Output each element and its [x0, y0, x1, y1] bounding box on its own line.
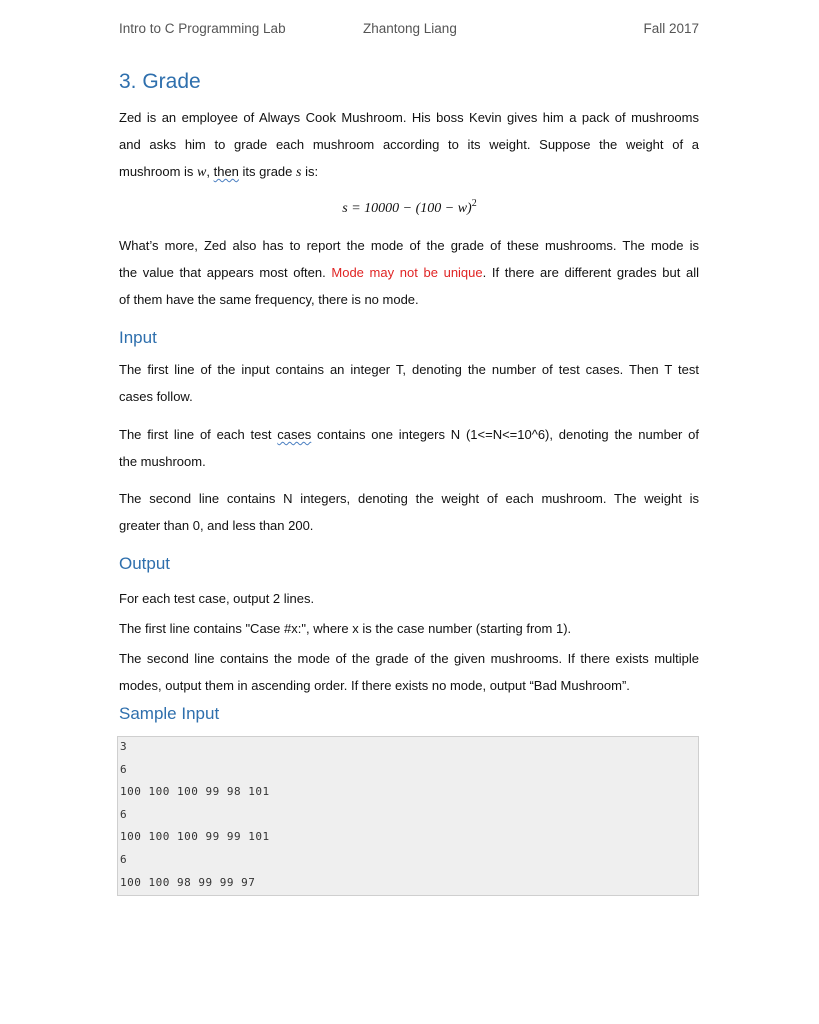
- input-p3-line-2: greater than 0, and less than 200.: [119, 518, 314, 533]
- output-paragraph-1: [119, 585, 699, 612]
- input-paragraph-3: [119, 485, 699, 539]
- spellcheck-word: then: [213, 164, 239, 179]
- intro-text: is:: [301, 164, 319, 179]
- intro-text: its grade: [238, 164, 297, 179]
- input-text: The first line of each test: [119, 427, 278, 442]
- sample-input-heading: Sample Input: [119, 704, 220, 723]
- header-author: Zhantong Liang: [363, 21, 457, 36]
- input-paragraph-1: [119, 356, 699, 410]
- input-p2-line-1: [119, 421, 699, 448]
- formula-body: s = 10000 − (100 − w): [342, 201, 472, 216]
- code-line: 6: [120, 763, 128, 776]
- code-line: 100 100 98 99 99 97: [120, 876, 256, 889]
- input-heading: Input: [119, 328, 157, 347]
- section-title: 3. Grade: [119, 70, 201, 93]
- output-paragraph-3: [119, 645, 699, 699]
- sample-input-codebox: [117, 736, 699, 896]
- output-p1-line: For each test case, output 2 lines.: [119, 591, 315, 606]
- page-header: [119, 21, 699, 39]
- mode-line-2: [119, 259, 699, 286]
- intro-line-2: and asks him to grade each mushroom according to its weight. Suppose the weight of a: [119, 137, 699, 152]
- output-p3-line-1: The second line contains the mode of the grade of the given mushrooms. If there exists multiple: [119, 651, 699, 666]
- input-p2-line-2: the mushroom.: [119, 454, 206, 469]
- output-heading: Output: [119, 554, 171, 573]
- code-line: 100 100 100 99 99 101: [120, 830, 270, 843]
- grade-formula: [0, 198, 819, 217]
- intro-paragraph: [119, 104, 699, 185]
- code-line: 100 100 100 99 98 101: [120, 785, 270, 798]
- output-p2-line: The first line contains "Case #x:", where x is the case number (starting from 1).: [119, 621, 572, 636]
- intro-line-1: Zed is an employee of Always Cook Mushroom. His boss Kevin gives him a pack of mushrooms: [119, 110, 699, 125]
- code-line: 6: [120, 808, 128, 821]
- code-line: 3: [120, 740, 128, 753]
- header-term: Fall 2017: [643, 21, 699, 36]
- output-paragraph-2: [119, 615, 699, 642]
- intro-line-3: [119, 158, 699, 185]
- mode-text: . If there are different grades but all: [482, 265, 699, 280]
- code-line: 6: [120, 853, 128, 866]
- spellcheck-word: cases: [277, 427, 312, 442]
- input-paragraph-2: [119, 421, 699, 475]
- formula-exponent: 2: [471, 198, 477, 209]
- output-p3-line-2: modes, output them in ascending order. If there exists no mode, output “Bad Mushroom”.: [119, 678, 630, 693]
- mode-line-1: What’s more, Zed also has to report the mode of the grade of these mushrooms. The mode is: [119, 238, 699, 253]
- mode-paragraph: [119, 232, 699, 313]
- intro-text: mushroom is: [119, 164, 198, 179]
- mode-line-3: of them have the same frequency, there is no mode.: [119, 292, 419, 307]
- var-s: s: [296, 165, 302, 180]
- input-text: contains one integers N (1<=N<=10^6), denoting the number of: [311, 427, 700, 442]
- mode-text: the value that appears most often.: [119, 265, 332, 280]
- var-w: w: [197, 165, 207, 180]
- input-p1-line-2: cases follow.: [119, 389, 193, 404]
- input-p1-line-1: The first line of the input contains an integer T, denoting the number of test cases. Then T test: [119, 362, 699, 377]
- input-p3-line-1: The second line contains N integers, denoting the weight of each mushroom. The weight is: [119, 491, 699, 506]
- intro-text: ,: [206, 164, 214, 179]
- mode-warning: Mode may not be unique: [331, 265, 483, 280]
- header-course: Intro to C Programming Lab: [119, 21, 286, 36]
